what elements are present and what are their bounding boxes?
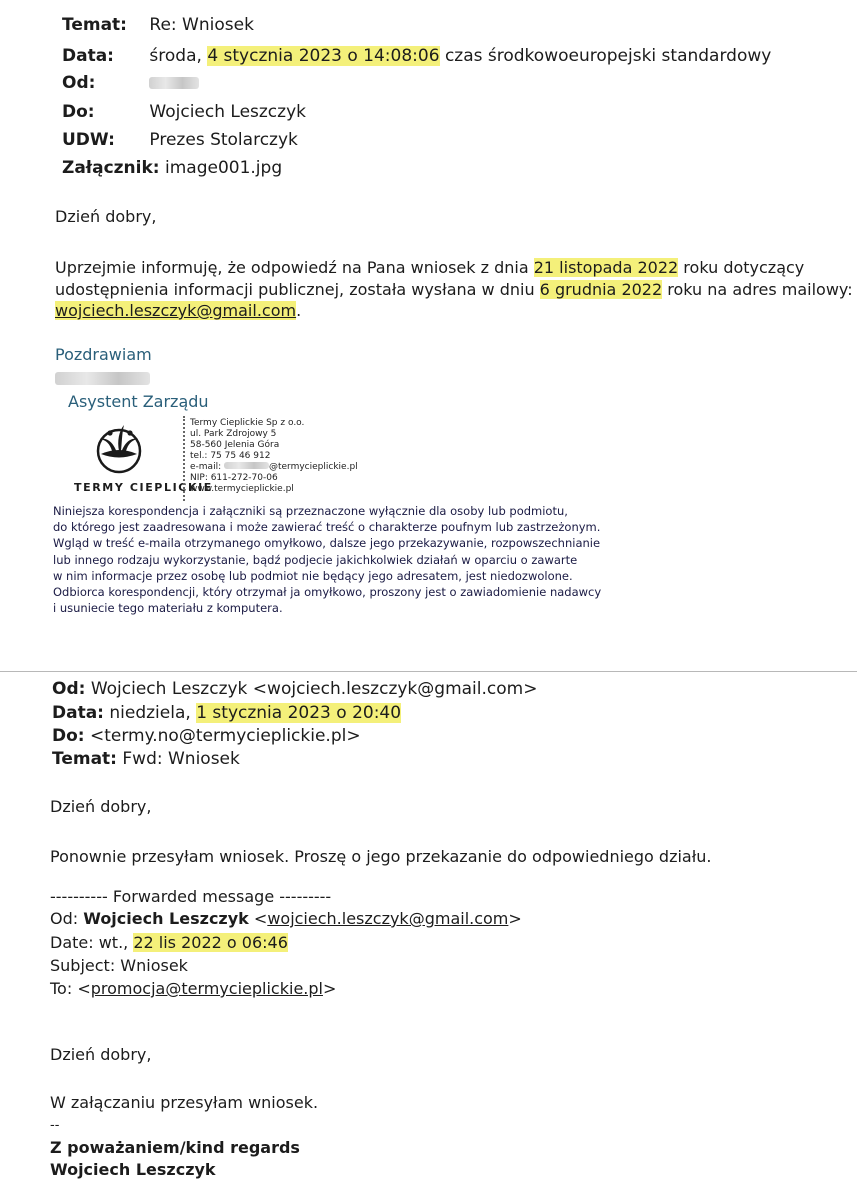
date-highlight: 4 stycznia 2023 o 14:08:06 bbox=[207, 46, 440, 66]
bcc-value: Prezes Stolarczyk bbox=[149, 130, 298, 150]
subject-label: Temat: bbox=[62, 15, 127, 35]
forwarded-separator: ---------- Forwarded message --------- bbox=[50, 887, 332, 906]
quoted-from-row bbox=[52, 678, 537, 700]
company-email bbox=[190, 462, 358, 473]
reply-text: udostępnienia informacji publicznej, została wysłana w dniu bbox=[55, 280, 535, 299]
message-separator bbox=[0, 671, 857, 672]
company-name: Termy Cieplickie Sp z o.o. bbox=[190, 418, 305, 428]
forwarded-from-row bbox=[50, 908, 522, 929]
redacted-block bbox=[55, 372, 150, 385]
date-suffix: czas środkowoeuropejski standardowy bbox=[444, 46, 772, 66]
redacted-email-user bbox=[224, 462, 269, 469]
header-from-row bbox=[62, 72, 199, 94]
disclaimer-line: i usuniecie tego materiału z komputera. bbox=[53, 601, 283, 616]
email-prefix: e-mail: bbox=[190, 462, 222, 472]
quoted-subject-value: Fwd: Wniosek bbox=[122, 749, 240, 769]
redacted-sender bbox=[149, 77, 199, 89]
quoted-date-label: Data: bbox=[52, 703, 104, 723]
quoted-to-value: <termy.no@termycieplickie.pl> bbox=[90, 726, 361, 746]
request-date-highlight: 21 listopada 2022 bbox=[533, 258, 679, 277]
fwd-date-label: Date: wt., bbox=[50, 933, 129, 952]
company-www: www.termycieplickie.pl bbox=[190, 484, 294, 494]
disclaimer-line: do którego jest zaadresowana i może zawierać treść o charakterze poufnym lub zastrzeżonym. bbox=[53, 520, 601, 535]
company-logo-icon bbox=[90, 421, 148, 475]
forwarded-date-row bbox=[50, 932, 288, 953]
forwarded-body: W załączaniu przesyłam wniosek. bbox=[50, 1093, 319, 1112]
quoted-to-label: Do: bbox=[52, 726, 85, 746]
quoted-subject-row bbox=[52, 748, 240, 770]
reply-paragraph-line3 bbox=[55, 301, 301, 321]
quoted-body: Ponownie przesyłam wniosek. Proszę o jego przekazanie do odpowiedniego działu. bbox=[50, 847, 712, 866]
email-link[interactable]: wojciech.leszczyk@gmail.com bbox=[55, 301, 297, 320]
reply-paragraph-line2 bbox=[55, 280, 853, 300]
disclaimer bbox=[53, 503, 601, 616]
quoted-from-label: Od: bbox=[52, 679, 86, 699]
to-value: Wojciech Leszczyk bbox=[149, 102, 306, 122]
quoted-date-row bbox=[52, 702, 401, 724]
fwd-from-label: Od: bbox=[50, 909, 79, 928]
quoted-to-row bbox=[52, 725, 361, 747]
fwd-lt: < bbox=[253, 909, 268, 928]
closing-regards: Z poważaniem/kind regards bbox=[50, 1138, 300, 1157]
signature-name: Wojciech Leszczyk bbox=[50, 1160, 216, 1179]
attachment-value: image001.jpg bbox=[165, 158, 283, 178]
fwd-lt: < bbox=[77, 979, 91, 998]
reply-text: Uprzejmie informuję, że odpowiedź na Pana wniosek z dnia bbox=[55, 258, 529, 277]
reply-paragraph-line1 bbox=[55, 258, 804, 278]
signature-dashes: -- bbox=[50, 1118, 60, 1133]
disclaimer-line: Odbiorca korespondencji, który otrzymał ja omyłkowo, proszony jest o zawiadomienie nadawcy bbox=[53, 585, 602, 600]
quoted-date-prefix: niedziela, bbox=[109, 703, 191, 723]
company-logo-text: TERMY CIEPLICKIE bbox=[74, 481, 213, 494]
company-nip: NIP: 611-272-70-06 bbox=[190, 473, 278, 483]
header-to-row bbox=[62, 101, 306, 123]
quoted-subject-label: Temat: bbox=[52, 749, 117, 769]
fwd-from-name: Wojciech Leszczyk bbox=[83, 909, 249, 928]
email-suffix: @termycieplickie.pl bbox=[268, 462, 358, 472]
reply-text: . bbox=[296, 301, 302, 320]
bcc-label: UDW: bbox=[62, 130, 115, 150]
fwd-date-highlight: 22 lis 2022 o 06:46 bbox=[133, 933, 288, 952]
regards: Pozdrawiam bbox=[55, 345, 152, 364]
redacted-name bbox=[55, 370, 150, 389]
assistant-role: Asystent Zarządu bbox=[68, 392, 209, 411]
quoted-date-highlight: 1 stycznia 2023 o 20:40 bbox=[196, 703, 402, 723]
subject-value: Re: Wniosek bbox=[149, 15, 254, 35]
reply-text: roku na adres mailowy: bbox=[667, 280, 853, 299]
company-tel: tel.: 75 75 46 912 bbox=[190, 451, 271, 461]
date-label: Data: bbox=[62, 46, 114, 66]
fwd-to-email-link[interactable]: promocja@termycieplickie.pl bbox=[90, 979, 323, 998]
signature-divider bbox=[183, 416, 185, 501]
forwarded-subject-row: Subject: Wniosek bbox=[50, 956, 188, 975]
disclaimer-line: lub innego rodzaju wykorzystanie, bądź podjecie jakichkolwiek działań w oparciu o zawarte bbox=[53, 552, 578, 567]
forwarded-greeting: Dzień dobry, bbox=[50, 1045, 152, 1064]
sent-date-highlight: 6 grudnia 2022 bbox=[539, 280, 663, 299]
header-date-row bbox=[62, 45, 771, 67]
fwd-gt: > bbox=[508, 909, 522, 928]
reply-greeting: Dzień dobry, bbox=[55, 207, 157, 226]
header-bcc-row bbox=[62, 129, 298, 151]
header-subject-row bbox=[62, 14, 254, 36]
quoted-from-value: Wojciech Leszczyk <wojciech.leszczyk@gmail.com> bbox=[90, 679, 538, 699]
disclaimer-line: Niniejsza korespondencja i załączniki są przeznaczone wyłącznie dla osoby lub podmiotu, bbox=[53, 504, 568, 518]
fwd-gt: > bbox=[322, 979, 337, 998]
company-street: ul. Park Zdrojowy 5 bbox=[190, 429, 277, 439]
fwd-from-email-link[interactable]: wojciech.leszczyk@gmail.com bbox=[267, 909, 509, 928]
quoted-greeting: Dzień dobry, bbox=[50, 797, 152, 816]
disclaimer-line: Wgląd w treść e-maila otrzymanego omyłkowo, dalsze jego przekazywanie, rozpowszechnianie bbox=[53, 536, 601, 551]
fwd-to-label: To: bbox=[50, 979, 73, 998]
from-label: Od: bbox=[62, 73, 96, 93]
reply-text: roku dotyczący bbox=[683, 258, 805, 277]
forwarded-to-row bbox=[50, 978, 336, 999]
to-label: Do: bbox=[62, 102, 95, 122]
header-attachment-row bbox=[62, 157, 282, 179]
date-prefix: środa, bbox=[149, 46, 202, 66]
disclaimer-line: w nim informacje przez osobę lub podmiot nie będący jego adresatem, jest niedozwolone. bbox=[53, 568, 573, 583]
attachment-label: Załącznik: bbox=[62, 158, 160, 178]
company-details bbox=[190, 418, 358, 495]
company-city: 58-560 Jelenia Góra bbox=[190, 440, 280, 450]
